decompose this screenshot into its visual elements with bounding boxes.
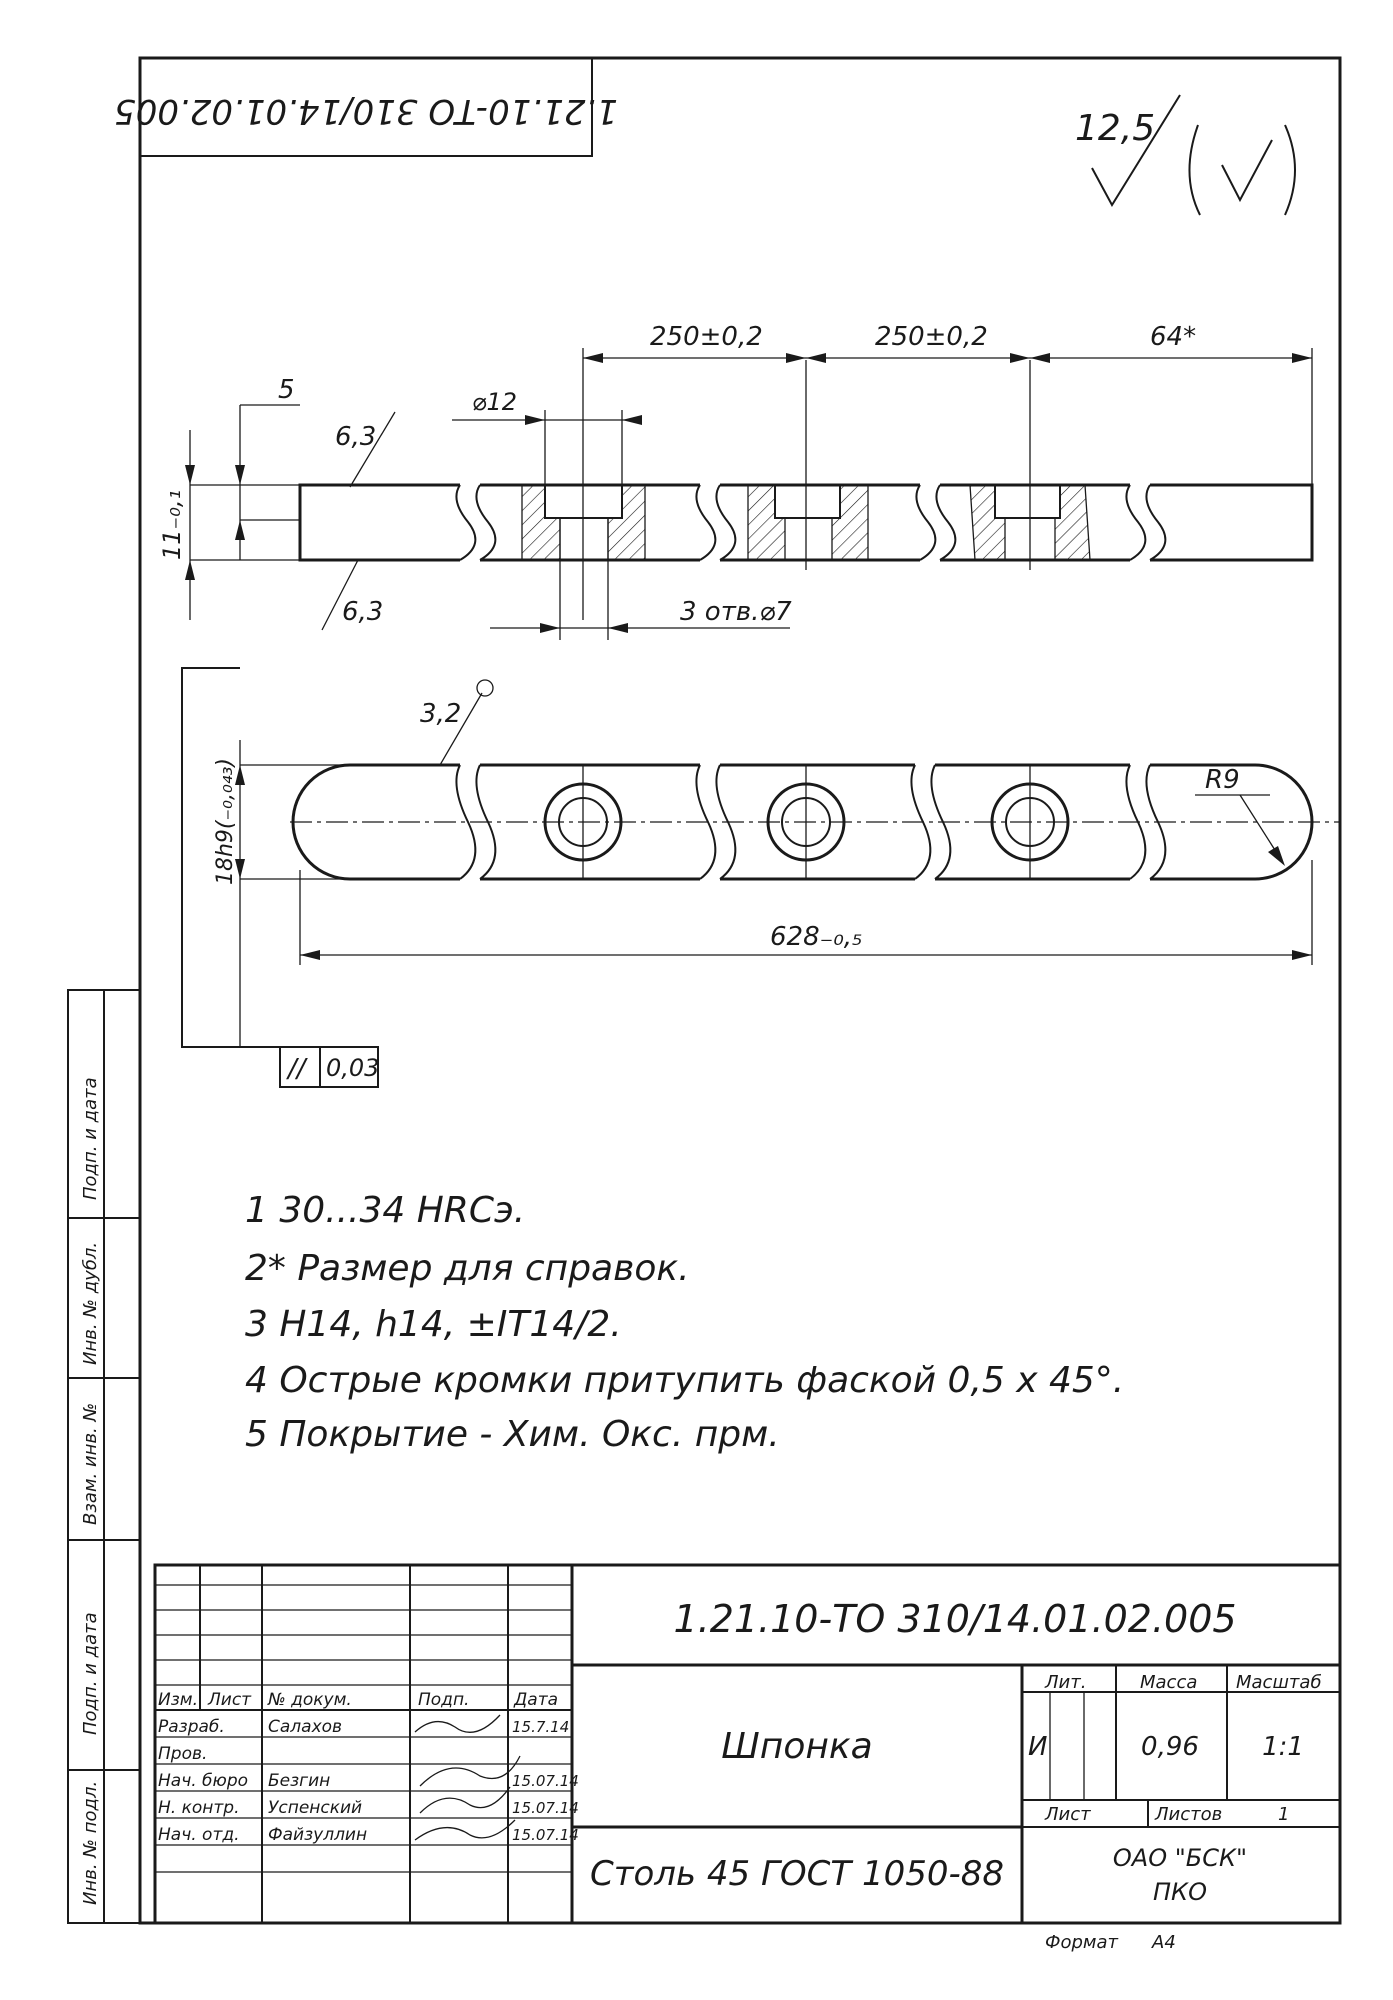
plan-view: [290, 765, 1340, 879]
tb-header-massa: Масса: [1140, 1672, 1198, 1693]
dim-3-holes: 3 отв.⌀7: [680, 597, 792, 627]
dim-628: 628₋₀,₅: [770, 922, 863, 952]
side-label-3: Взам. инв. №: [80, 1402, 101, 1525]
tb-code: 1.21.10-ТО 310/14.01.02.005: [673, 1597, 1237, 1641]
signatures: [415, 1715, 520, 1840]
tb-name-otd: Файзуллин: [268, 1825, 368, 1845]
tol-symbol: //: [288, 1054, 306, 1084]
note-3: 3 H14, h14, ±IT14/2.: [245, 1304, 622, 1345]
tb-role-nkontr: Н. контр.: [158, 1798, 240, 1818]
side-label-1: Подп. и дата: [80, 1077, 101, 1200]
tb-header-ndoc: № докум.: [268, 1690, 352, 1710]
tb-header-podp: Подп.: [418, 1690, 470, 1710]
tb-role-razrab: Разраб.: [158, 1717, 225, 1737]
dim-R9: R9: [1205, 765, 1240, 795]
rotated-code-box: [114, 58, 618, 156]
tb-header-izm: Изм.: [158, 1690, 198, 1710]
dim-3-2: 3,2: [420, 699, 462, 729]
tb-lit-value: И: [1028, 1732, 1048, 1762]
tb-mass-value: 0,96: [1141, 1732, 1199, 1762]
tol-value: 0,03: [326, 1054, 380, 1082]
side-label-5: Инв. № подл.: [80, 1780, 101, 1905]
roughness-general-symbol: [1075, 95, 1295, 215]
tb-name-razrab: Салахов: [268, 1717, 343, 1737]
dim-18h9: 18h9(₋₀,₀₄₃): [213, 758, 238, 885]
side-label-2: Инв. № дубл.: [80, 1241, 101, 1365]
format-label: Формат: [1045, 1932, 1119, 1953]
roughness-general-value: 12,5: [1075, 108, 1156, 149]
dim-64: 64*: [1150, 322, 1197, 352]
rotated-code-text: 1.21.10-ТО 310/14.01.02.005: [114, 91, 618, 131]
tb-role-otd: Нач. отд.: [158, 1825, 240, 1845]
tb-header-list: Лист: [208, 1690, 252, 1710]
dim-11: 11₋₀,₁: [158, 489, 186, 560]
tb-date-nkontr: 15.07.14: [512, 1799, 579, 1817]
tb-date-razrab: 15.7.14: [512, 1718, 570, 1736]
tb-name: Шпонка: [721, 1726, 873, 1767]
dim-6-3-bottom: 6,3: [342, 597, 384, 627]
tb-role-bureau: Нач. бюро: [158, 1771, 249, 1791]
tb-header-list2: Лист: [1045, 1804, 1091, 1825]
tb-header-listov: Листов: [1155, 1804, 1223, 1825]
dim-6-3-top: 6,3: [335, 422, 377, 452]
tb-role-prov: Пров.: [158, 1744, 208, 1764]
side-strip: [68, 990, 140, 1923]
format-value: A4: [1152, 1932, 1176, 1953]
dim-phi12: ⌀12: [472, 388, 517, 416]
tb-material: Столь 45 ГОСТ 1050-88: [589, 1854, 1005, 1894]
front-dimensions: [158, 322, 1312, 640]
tb-name-nkontr: Успенский: [268, 1798, 363, 1818]
technical-notes: [245, 1190, 1124, 1455]
note-1: 1 30...34 HRCэ.: [245, 1190, 526, 1231]
tb-date-bureau: 15.07.14: [512, 1772, 579, 1790]
tb-name-bureau: Безгин: [268, 1771, 331, 1791]
title-block: [155, 1565, 1340, 1923]
tb-sheets-value: 1: [1278, 1804, 1290, 1825]
note-2: 2* Размер для справок.: [245, 1248, 690, 1289]
tb-date-otd: 15.07.14: [512, 1826, 579, 1844]
front-view: [300, 360, 1312, 620]
tb-org-line2: ПКО: [1153, 1878, 1207, 1906]
side-label-4: Подп. и дата: [80, 1612, 101, 1735]
dim-5: 5: [278, 375, 295, 405]
tb-scale-value: 1:1: [1262, 1732, 1304, 1762]
note-5: 5 Покрытие - Хим. Окс. прм.: [245, 1414, 780, 1455]
tb-org-line1: ОАО "БСК": [1112, 1844, 1248, 1872]
tb-header-data: Дата: [514, 1690, 559, 1710]
tb-header-masshtab: Масштаб: [1236, 1672, 1322, 1693]
dim-250-second: 250±0,2: [875, 322, 988, 352]
tb-header-lit: Лит.: [1045, 1672, 1087, 1693]
note-4: 4 Острые кромки притупить фаской 0,5 x 45°.: [245, 1360, 1125, 1401]
dim-250-first: 250±0,2: [650, 322, 763, 352]
